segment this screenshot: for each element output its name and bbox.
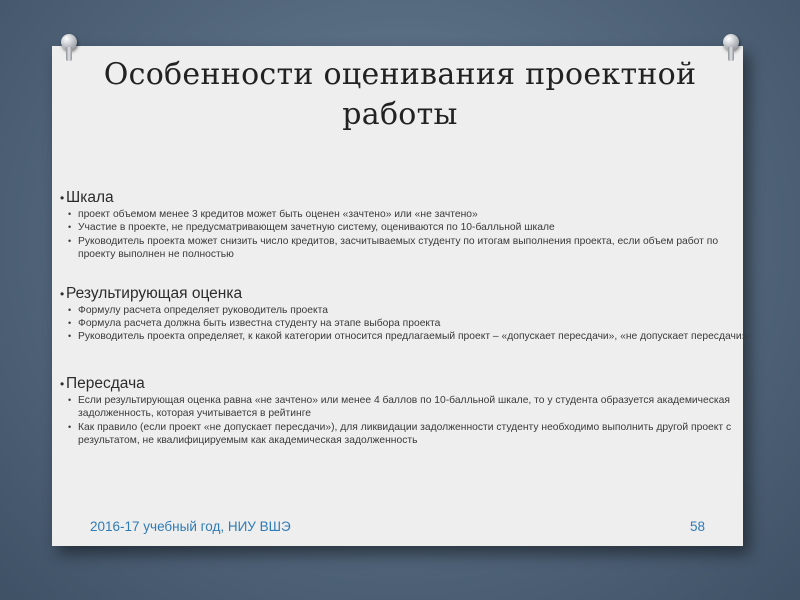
list-item-text: Формула расчета должна быть известна студенту на этапе выбора проекта xyxy=(78,318,441,330)
list-item-text: Руководитель проекта может снизить число кредитов, засчитываемых студенту по итогам выполнения проекта, если объем работ по проекту выполнен не полностью xyxy=(78,235,719,261)
list-item-text: Участие в проекте, не предусматривающем зачетную систему, оцениваются по 10-балльной шкале xyxy=(78,222,555,234)
bullet-icon: • xyxy=(60,286,65,301)
section-result-grade xyxy=(60,284,750,344)
pushpin-icon xyxy=(56,34,82,64)
slide-title: Особенности оценивания проектной работы xyxy=(103,57,697,132)
slide-content xyxy=(60,188,750,447)
section-retake xyxy=(60,374,750,448)
section-list xyxy=(60,304,750,344)
pushpin-icon xyxy=(718,34,744,64)
list-item xyxy=(60,208,750,221)
list-item xyxy=(60,330,750,343)
list-item xyxy=(60,421,750,448)
bullet-icon: • xyxy=(68,394,72,405)
list-item xyxy=(60,221,750,234)
section-list xyxy=(60,208,750,262)
page-number: 58 xyxy=(690,519,706,534)
section-scale xyxy=(60,188,750,262)
list-item xyxy=(60,317,750,330)
list-item xyxy=(60,304,750,317)
list-item-text: Как правило (если проект «не допускает пересдачи»), для ликвидации задолженности студенту необходимо выполнить другой проект с результатом, не квалифицируемым как академическая задолженность xyxy=(78,421,732,447)
bullet-icon: • xyxy=(60,376,65,391)
list-item xyxy=(60,394,750,421)
bullet-icon: • xyxy=(68,235,72,246)
bullet-icon: • xyxy=(68,421,72,432)
bullet-icon: • xyxy=(60,191,65,205)
bullet-icon: • xyxy=(68,318,72,329)
list-item-text: Формулу расчета определяет руководитель проекта xyxy=(78,304,328,316)
list-item-text: Если результирующая оценка равна «не зачтено» или менее 4 баллов по 10-балльной шкале, то у студента образуется академическая задолженность, которая учитывается в рейтинге xyxy=(78,394,730,420)
section-list xyxy=(60,394,750,448)
list-item xyxy=(60,235,750,262)
section-heading: Результирующая оценка xyxy=(66,284,243,302)
section-heading: Шкала xyxy=(66,189,114,206)
bullet-icon: • xyxy=(68,222,72,233)
list-item-text: проект объемом менее 3 кредитов может быть оценен «зачтено» или «не зачтено» xyxy=(78,209,478,220)
footer-text: 2016-17 учебный год, НИУ ВШЭ xyxy=(90,519,291,534)
section-heading: Пересдача xyxy=(66,374,145,392)
bullet-icon: • xyxy=(68,304,72,315)
bullet-icon: • xyxy=(68,331,72,342)
list-item-text: Руководитель проекта определяет, к какой категории относится предлагаемый проект – «допускает пересдачи», «не допускает пересдачи» xyxy=(78,331,748,343)
bullet-icon: • xyxy=(68,209,72,219)
